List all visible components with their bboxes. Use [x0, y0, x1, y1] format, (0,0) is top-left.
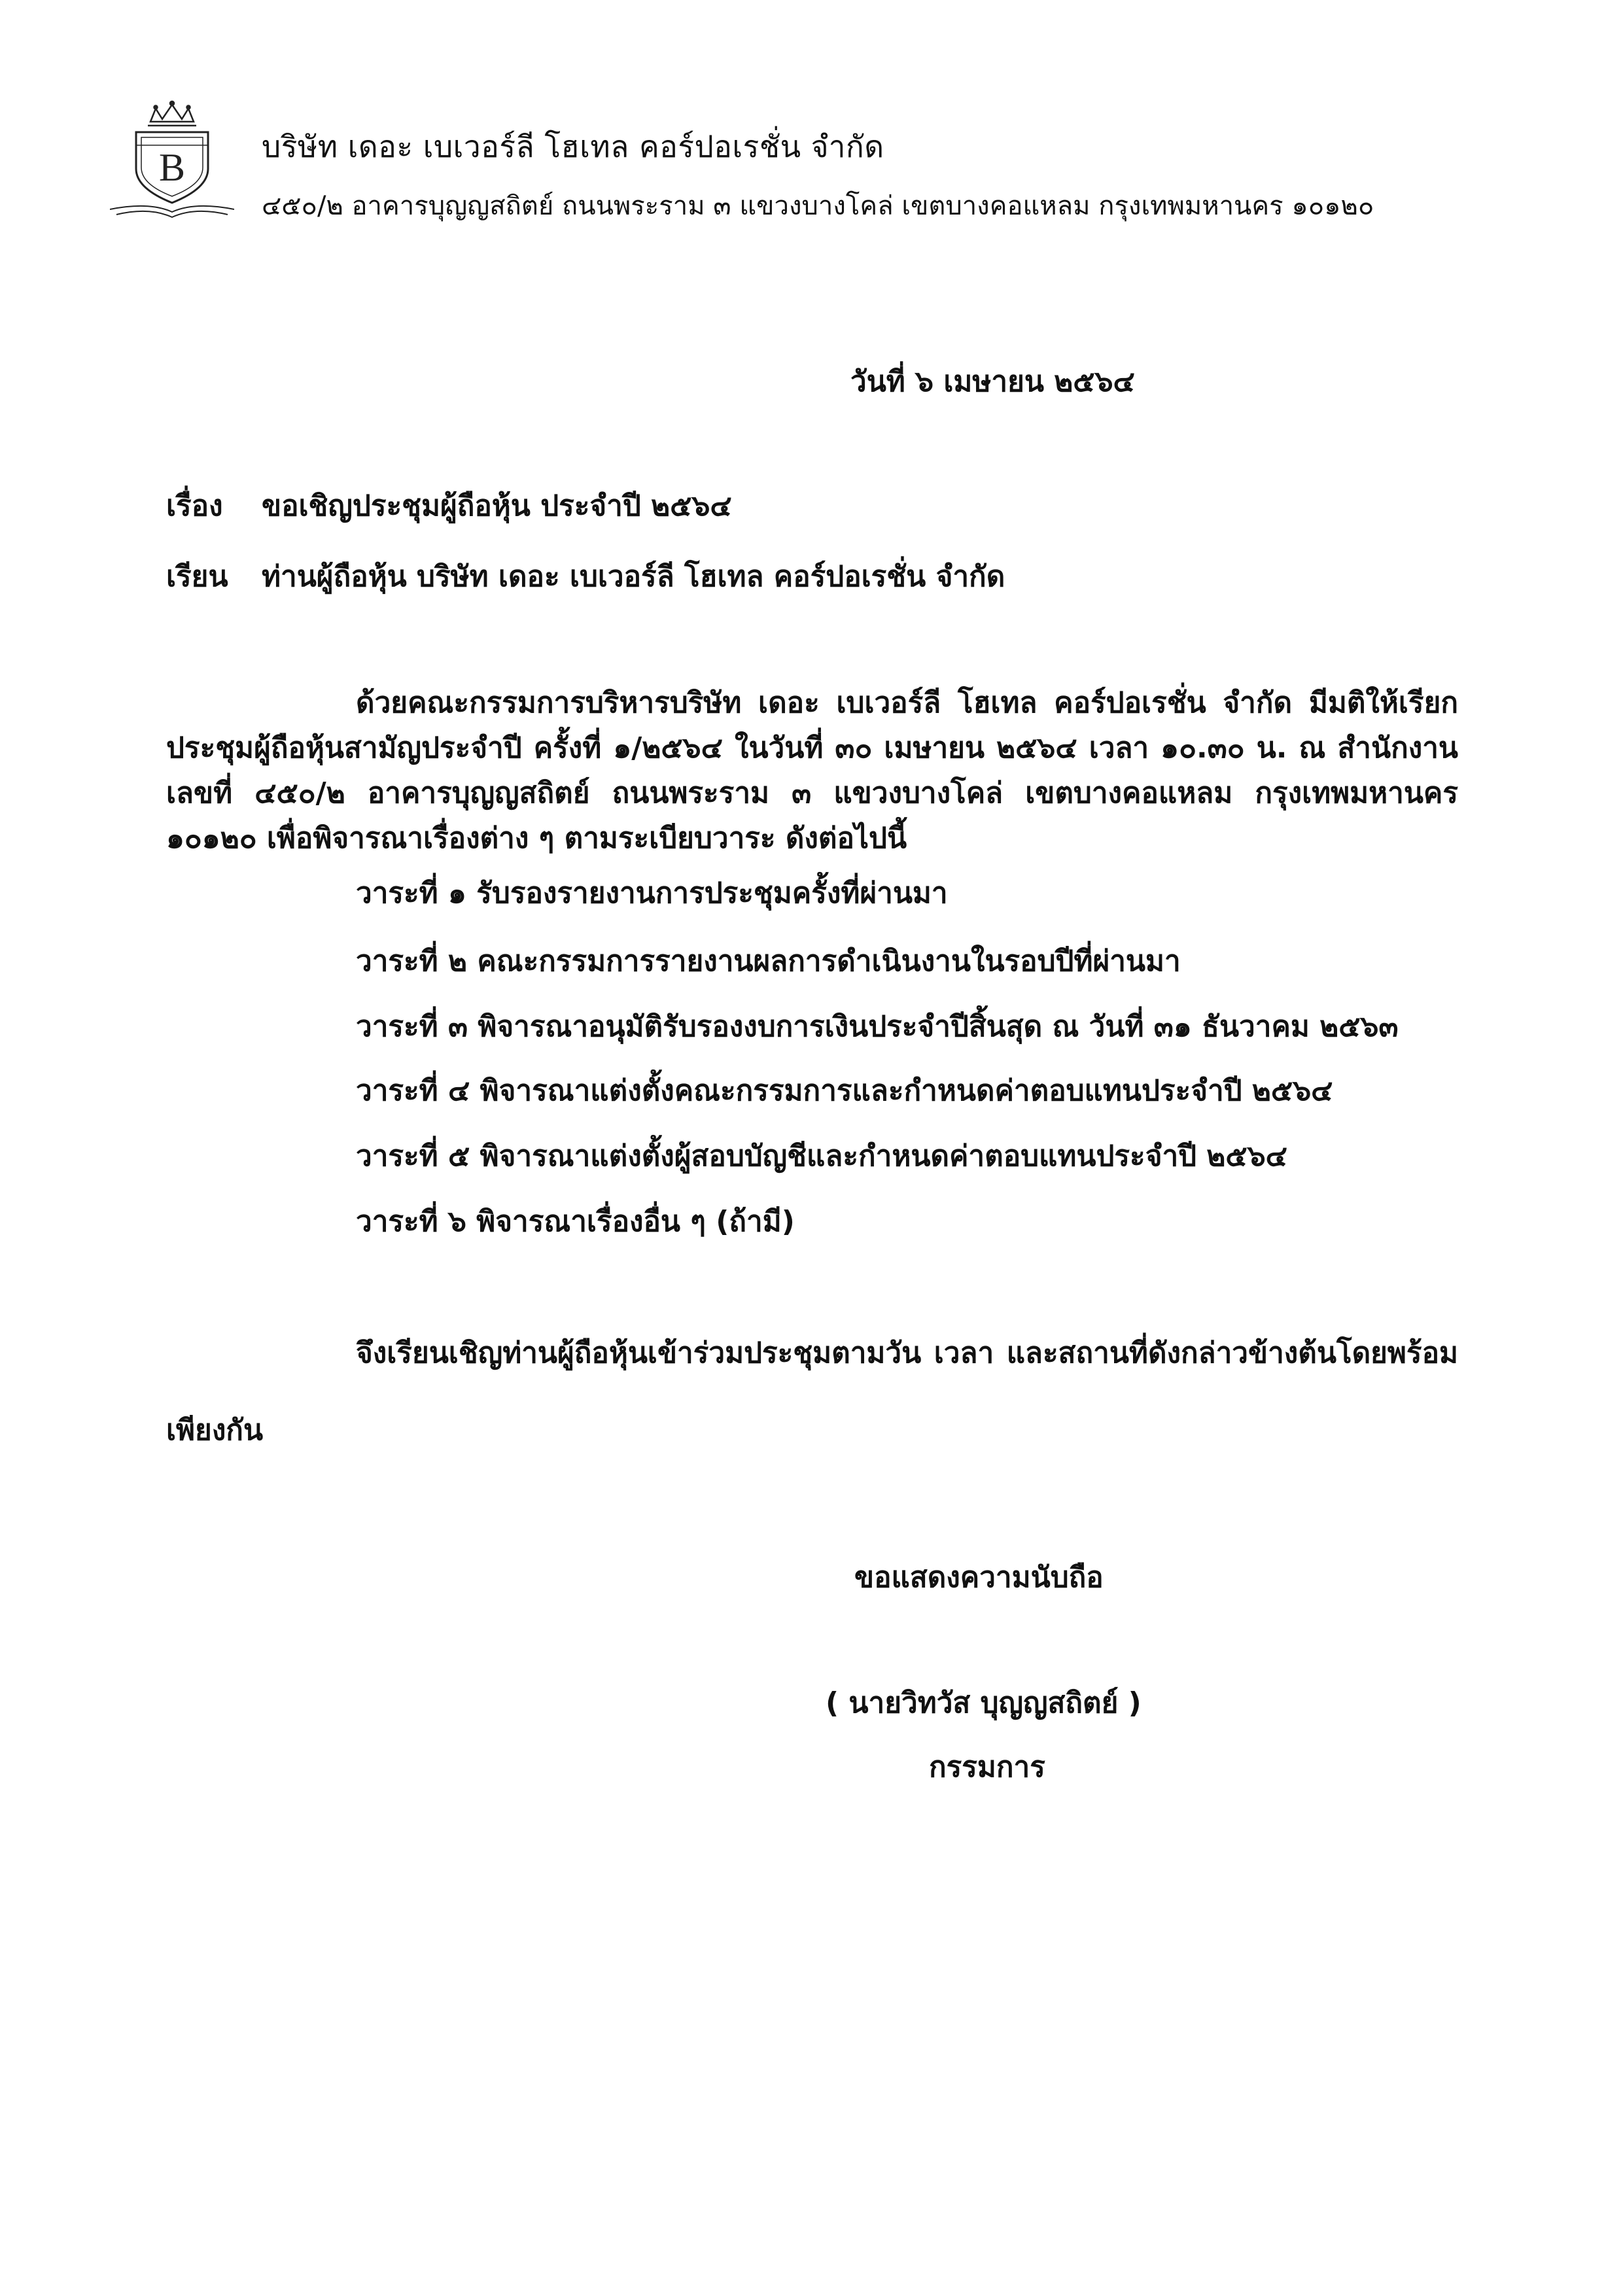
recipient-text: ท่านผู้ถือหุ้น บริษัท เดอะ เบเวอร์ลี โฮเทล คอร์ปอเรชั่น จำกัด [262, 560, 1005, 593]
agenda-item-5: วาระที่ ๕ พิจารณาแต่งตั้งผู้สอบบัญชีและกำหนดค่าตอบแทนประจำปี ๒๕๖๔ [356, 1139, 1287, 1173]
closing-paragraph: จึงเรียนเชิญท่านผู้ถือหุ้นเข้าร่วมประชุมตามวัน เวลา และสถานที่ดังกล่าวข้างต้นโดยพร้อมเพียงกัน [166, 1336, 1458, 1447]
signer-title: กรรมการ [929, 1750, 1045, 1784]
company-address: ๔๕๐/๒ อาคารบุญญสถิตย์ ถนนพระราม ๓ แขวงบางโคล่ เขตบางคอแหลม กรุงเทพมหานคร ๑๐๑๒๐ [262, 191, 1374, 221]
signer-name: ( นายวิทวัส บุญญสถิตย์ ) [826, 1686, 1142, 1720]
letter-date: วันที่ ๖ เมษายน ๒๕๖๔ [850, 365, 1135, 398]
recipient-label: เรียน [166, 560, 228, 593]
body-paragraph: ด้วยคณะกรรมการบริหารบริษัท เดอะ เบเวอร์ลี โฮเทล คอร์ปอเรชั่น จำกัด มีมติให้เรียกประชุมผู้ถือหุ้นสามัญประจำปี ครั้งที่ ๑/๒๕๖๔ ในวันที่ ๓๐ เมษายน ๒๕๖๔ เวลา ๑๐.๓๐ น. ณ สำนักงานเลขที่ ๔๕๐/๒ อาคารบุญญสถิตย์ ถนนพระราม ๓ แขวงบางโคล่ เขตบางคอแหลม กรุงเทพมหานคร ๑๐๑๒๐ เพื่อพิจารณาเรื่องต่าง ๆ ตามระเบียบวาระ ดังต่อไปนี้ [166, 686, 1458, 855]
subject-text: ขอเชิญประชุมผู้ถือหุ้น ประจำปี ๒๕๖๔ [262, 489, 732, 523]
logo-letter: B [158, 146, 186, 189]
agenda-item-6: วาระที่ ๖ พิจารณาเรื่องอื่น ๆ (ถ้ามี) [356, 1205, 795, 1238]
signoff: ขอแสดงความนับถือ [854, 1561, 1104, 1594]
company-logo [110, 97, 234, 221]
swash-decoration [110, 206, 234, 217]
subject-label: เรื่อง [166, 489, 223, 523]
company-name: บริษัท เดอะ เบเวอร์ลี โฮเทล คอร์ปอเรชั่น จำกัด [262, 129, 884, 164]
agenda-item-1: วาระที่ ๑ รับรองรายงานการประชุมครั้งที่ผ่านมา [356, 877, 948, 910]
agenda-item-3: วาระที่ ๓ พิจารณาอนุมัติรับรองงบการเงินประจำปีสิ้นสุด ณ วันที่ ๓๑ ธันวาคม ๒๕๖๓ [356, 1010, 1399, 1043]
crown-icon [148, 101, 196, 126]
agenda-item-2: วาระที่ ๒ คณะกรรมการรายงานผลการดำเนินงานในรอบปีที่ผ่านมา [356, 945, 1181, 978]
agenda-item-4: วาระที่ ๔ พิจารณาแต่งตั้งคณะกรรมการและกำหนดค่าตอบแทนประจำปี ๒๕๖๔ [356, 1074, 1333, 1107]
